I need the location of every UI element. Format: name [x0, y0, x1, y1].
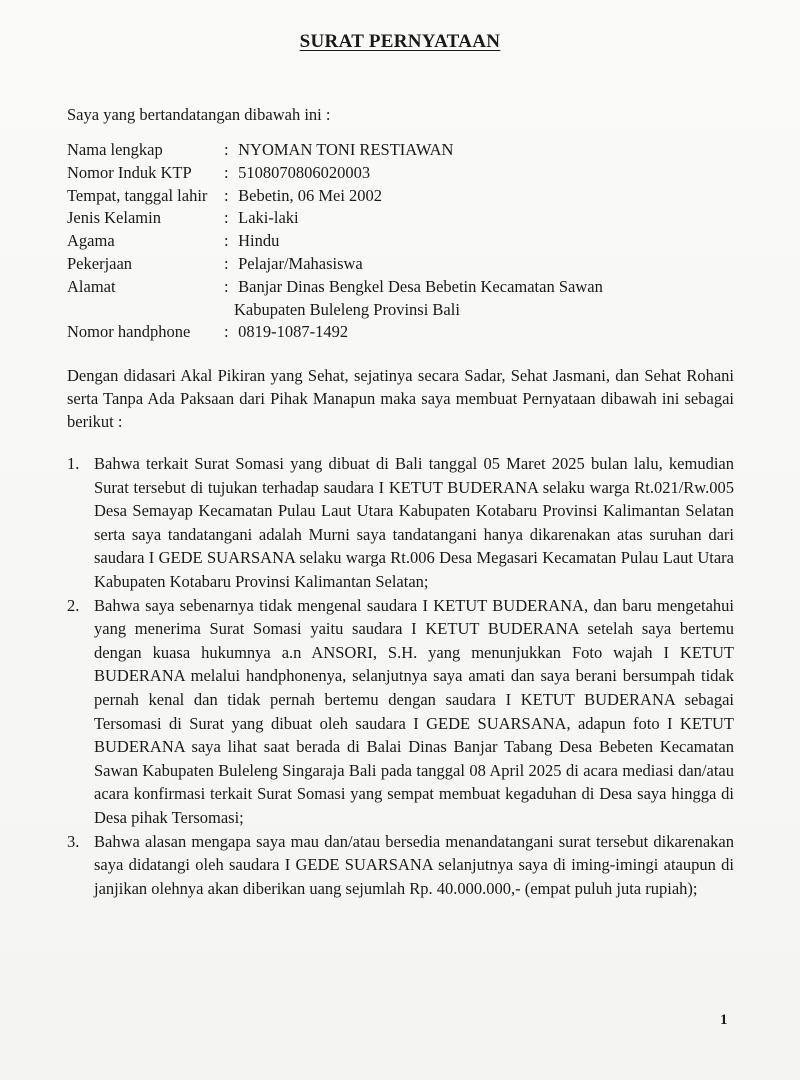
list-item-number: 2. — [67, 595, 80, 615]
list-item-text: Bahwa saya sebenarnya tidak mengenal saudara I KETUT BUDERANA, dan baru mengetahui yang menerima Surat Somasi yaitu saudara I KETUT BUDERANA setelah saya bertemu dengan kuasa hukumnya a.n ANSORI, S.H. yang menunjukkan Foto wajah I KETUT BUDERANA melalui handphonenya, selanjutnya saya amati dan saya berani bersumpah tidak pernah kenal dan tidak pernah bertemu dengan saudara I KETUT BUDERANA sebagai Tersomasi di Surat yang dibuat oleh saudara I GEDE SUARSANA, adapun foto I KETUT BUDERANA saya lihat saat berada di Balai Dinas Banjar Tabang Desa Bebeten Kecamatan Sawan Kabupaten Buleleng Singaraja Bali pada tanggal 08 April 2025 di acara mediasi dan/atau acara konfirmasi terkait Surat Somasi yang sempat membuat kegaduhan di Desa saya hingga di Desa pihak Tersomasi; — [94, 595, 734, 827]
identity-label: Alamat — [67, 276, 116, 296]
identity-value: Laki-laki — [238, 208, 299, 228]
identity-value: 5108070806020003 — [238, 162, 371, 182]
statement-list — [67, 452, 734, 900]
identity-label: Jenis Kelamin — [67, 208, 161, 228]
identity-label: Nomor Induk KTP — [67, 162, 192, 182]
identity-label: Tempat, tanggal lahir — [67, 185, 208, 205]
list-item — [67, 594, 734, 830]
identity-label: Nomor handphone — [67, 322, 191, 342]
list-item-number: 3. — [67, 831, 80, 851]
identity-label: Agama — [67, 231, 115, 251]
identity-label: Nama lengkap — [67, 140, 163, 159]
document-title-text: SURAT PERNYATAAN — [299, 31, 501, 52]
identity-row-ktp: Nomor Induk KTP : 5108070806020003 — [67, 162, 644, 185]
identity-row-birth: Tempat, tanggal lahir : Bebetin, 06 Mei 2002 — [67, 185, 644, 208]
list-item — [67, 452, 734, 594]
identity-value: Bebetin, 06 Mei 2002 — [238, 185, 383, 205]
intro-text: Saya yang bertandatangan dibawah ini : — [67, 105, 331, 124]
identity-value: Pelajar/Mahasiswa — [238, 253, 363, 273]
identity-table — [67, 139, 644, 344]
identity-value: 0819-1087-1492 — [238, 322, 349, 342]
identity-row-gender: Jenis Kelamin : Laki-laki — [67, 207, 644, 230]
list-item-number: 1. — [67, 454, 80, 473]
identity-value-line2: Kabupaten Buleleng Provinsi Bali — [234, 299, 460, 319]
list-item-text: Bahwa terkait Surat Somasi yang dibuat di Bali tanggal 05 Maret 2025 bulan lalu, kemudian Surat tersebut di tujukan terhadap saudara I KETUT BUDERANA selaku warga Rt.021/Rw.005 Desa Semayap Kecamatan Pulau Laut Utara Kabupaten Kotabaru Provinsi Kalimantan Selatan serta saya tandatangani adalah Murni saya tandatangani hanya dikarenakan atas suruhan dari saudara I GEDE SUARSANA selaku warga Rt.006 Desa Megasari Kecamatan Pulau Laut Utara Kabupaten Kotabaru Provinsi Kalimantan Selatan; — [94, 454, 734, 591]
identity-row-phone: Nomor handphone : 0819-1087-1492 — [67, 321, 644, 344]
identity-row-occupation: Pekerjaan : Pelajar/Mahasiswa — [67, 253, 644, 276]
identity-value: Hindu — [238, 231, 280, 251]
statement-paragraph: Dengan didasari Akal Pikiran yang Sehat, sejatinya secara Sadar, Sehat Jasmani, dan Sehat Rohani serta Tanpa Ada Paksaan dari Pihak Manapun maka saya membuat Pernyataan dibawah ini sebagai berikut : — [67, 366, 734, 431]
identity-row-name: Nama lengkap : NYOMAN TONI RESTIAWAN — [67, 139, 644, 162]
document-title — [0, 31, 800, 53]
identity-row-address: Alamat : Banjar Dinas Bengkel Desa Bebetin Kecamatan Sawan Kabupaten Buleleng Provinsi Bali — [67, 276, 644, 322]
list-item — [67, 830, 734, 901]
list-item-text: Bahwa alasan mengapa saya mau dan/atau bersedia menandatangani surat tersebut dikarenakan saya didatangi oleh saudara I GEDE SUARSANA selanjutnya saya di iming-imingi ataupun di janjikan olehnya akan diberikan uang sejumlah Rp. 40.000.000,- (empat puluh juta rupiah); — [94, 831, 734, 898]
identity-value: Banjar Dinas Bengkel Desa Bebetin Kecamatan Sawan — [238, 276, 603, 296]
identity-row-religion: Agama : Hindu — [67, 230, 644, 253]
page-number: 1 — [720, 1012, 728, 1028]
identity-value: NYOMAN TONI RESTIAWAN — [238, 140, 454, 159]
identity-label: Pekerjaan — [67, 253, 133, 273]
